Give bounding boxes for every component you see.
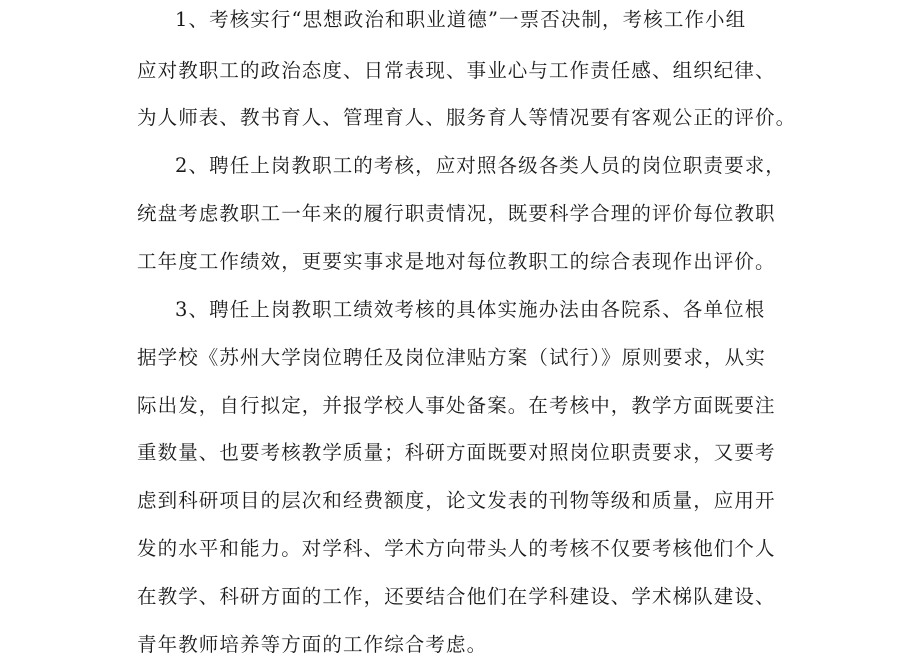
paragraph-1-line-3: 为人师表、教书育人、管理育人、服务育人等情况要有客观公正的评价。 — [137, 106, 797, 129]
paragraph-3-line-2: 据学校《苏州大学岗位聘任及岗位津贴方案（试行）》原则要求，从实 — [137, 346, 766, 369]
paragraph-3-line-7: 在教学、科研方面的工作，还要结合他们在学科建设、学术梯队建设、 — [137, 585, 776, 608]
paragraph-1-line-1: 1、考核实行“思想政治和职业道德”一票否决制，考核工作小组 — [175, 8, 747, 31]
paragraph-1-line-2: 应对教职工的政治态度、日常表现、事业心与工作责任感、组织纪律、 — [137, 59, 776, 82]
paragraph-3-line-3: 际出发，自行拟定，并报学校人事处备案。在考核中，教学方面既要注 — [137, 394, 776, 417]
paragraph-3-line-8: 青年教师培养等方面的工作综合考虑。 — [137, 633, 488, 656]
paragraph-3-line-6: 发的水平和能力。对学科、学术方向带头人的考核不仅要考核他们个人 — [137, 537, 776, 560]
paragraph-2-line-3: 工年度工作绩效，更要实事求是地对每位教职工的综合表现作出评价。 — [137, 250, 776, 273]
paragraph-3-line-1: 3、聘任上岗教职工绩效考核的具体实施办法由各院系、各单位根 — [175, 298, 766, 321]
paragraph-3-line-5: 虑到科研项目的层次和经费额度，论文发表的刊物等级和质量，应用开 — [137, 489, 776, 512]
paragraph-2-line-1: 2、聘任上岗教职工的考核，应对照各级各类人员的岗位职责要求， — [175, 154, 786, 177]
paragraph-3-line-4: 重数量、也要考核教学质量；科研方面既要对照岗位职责要求，又要考 — [137, 441, 776, 464]
paragraph-2-line-2: 统盘考虑教职工一年来的履行职责情况，既要科学合理的评价每位教职 — [137, 202, 776, 225]
